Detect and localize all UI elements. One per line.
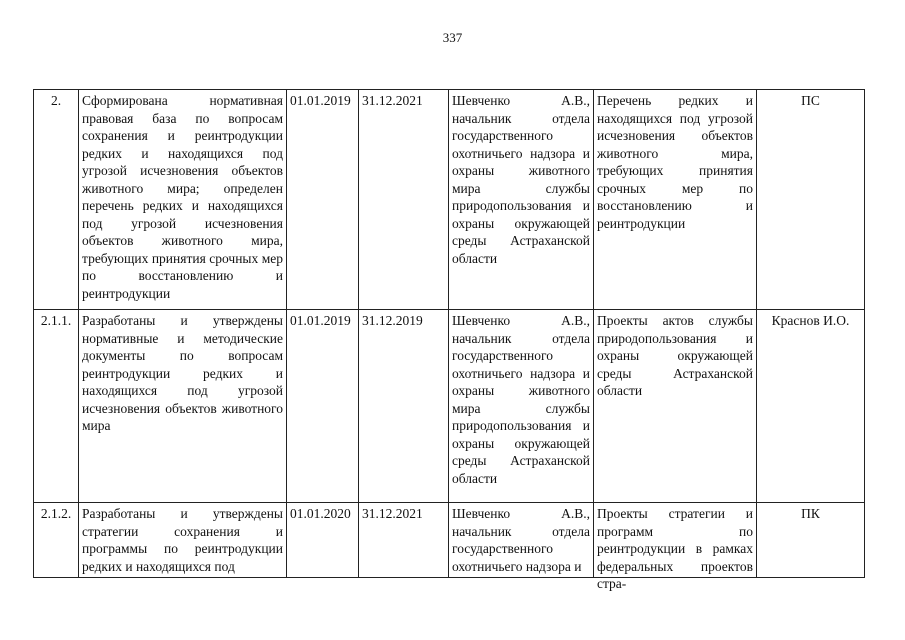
executor: Шевченко А.В., начальник отдела государственного охотничьего надзора и охраны животного мира службы природопользования и охраны окружающей среды Астраханской области	[449, 310, 594, 503]
measure-description: Разработаны и утверждены стратегии сохранения и программы по реинтродукции редких и находящихся под	[82, 506, 283, 574]
table-row	[34, 310, 865, 503]
row-number: 2.1.2.	[34, 503, 79, 578]
end-date: 31.12.2021	[359, 90, 449, 310]
measures-table	[33, 89, 865, 591]
executor: Шевченко А.В., начальник отдела государственного охотничьего надзора и	[452, 506, 590, 574]
executor-cell	[449, 503, 594, 578]
start-date: 01.01.2019	[287, 310, 359, 503]
responsible: ПК	[757, 503, 865, 578]
page-number: 337	[442, 30, 463, 45]
start-date: 01.01.2020	[287, 503, 359, 578]
table-row	[34, 90, 865, 310]
end-date: 31.12.2019	[359, 310, 449, 503]
responsible: ПС	[757, 90, 865, 310]
measure-description-cell	[79, 503, 287, 578]
end-date: 31.12.2021	[359, 503, 449, 578]
result-document: Проекты стратегии и программ по реинтродукции в рамках федеральных проектов стра-	[597, 506, 753, 591]
result-document: Проекты актов службы природопользования и охраны окружающей среды Астраханской области	[594, 310, 757, 503]
result-document-cell	[594, 503, 757, 591]
executor: Шевченко А.В., начальник отдела государственного охотничьего надзора и охраны животного мира службы природопользования и охраны окружающей среды Астраханской области	[449, 90, 594, 310]
measure-description: Разработаны и утверждены нормативные и методические документы по вопросам реинтродукции редких и находящихся под угрозой исчезновения объектов животного мира	[79, 310, 287, 503]
row-number: 2.	[34, 90, 79, 310]
measure-description: Сформирована нормативная правовая база по вопросам сохранения и реинтродукции редких и находящихся под угрозой исчезновения объектов животного мира; определен перечень редких и находящихся под угрозой исчезновения объектов животного мира, требующих принятия срочных мер по восстановлению и реинтродукции	[79, 90, 287, 310]
table-row	[34, 503, 865, 578]
result-document: Перечень редких и находящихся под угрозой исчезновения объектов животного мира, требующих принятия срочных мер по восстановлению и реинтродукции	[594, 90, 757, 310]
responsible: Краснов И.О.	[757, 310, 865, 503]
row-number: 2.1.1.	[34, 310, 79, 503]
start-date: 01.01.2019	[287, 90, 359, 310]
